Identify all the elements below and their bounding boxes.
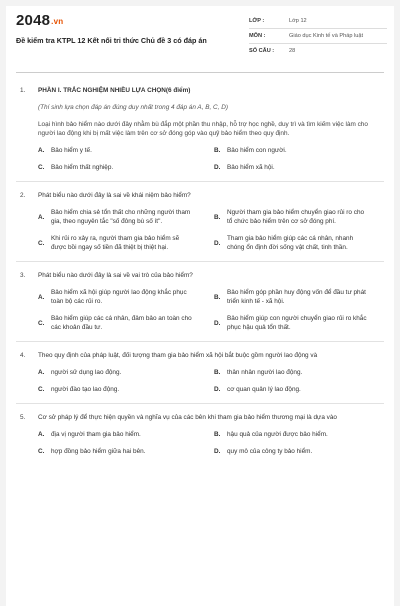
option-letter: A. (38, 431, 45, 438)
question-number: 2. (20, 192, 26, 199)
question-1 (16, 86, 384, 172)
option-a[interactable] (38, 368, 214, 377)
option-letter: C. (38, 239, 45, 247)
option-letter: C. (38, 319, 45, 327)
question-divider (16, 341, 384, 342)
logo-text: 2048 (16, 12, 51, 29)
option-letter: B. (214, 431, 221, 438)
question-number: 5. (20, 414, 26, 421)
option-d[interactable] (214, 447, 374, 456)
meta-value: Lớp 12 (289, 18, 307, 24)
exam-page (6, 6, 394, 606)
option-text: Người tham gia bảo hiểm chuyển giao rủi ro cho tổ chức bảo hiểm trên cơ sở đóng phí. (227, 209, 365, 225)
option-b[interactable] (214, 430, 374, 439)
option-letter: A. (38, 293, 45, 301)
option-letter: C. (38, 386, 45, 393)
option-text: Bảo hiểm y tế. (51, 147, 92, 154)
option-text: thân nhân người lao động. (227, 369, 303, 376)
meta-row-subject (249, 29, 387, 44)
logo-tld: .vn (51, 17, 64, 26)
page-header (6, 6, 394, 68)
question-2 (16, 191, 384, 252)
option-b[interactable] (214, 146, 374, 155)
option-text: Bảo hiểm thất nghiệp. (51, 164, 114, 171)
option-letter: A. (38, 213, 45, 221)
option-text: Bảo hiểm giúp các cá nhân, đảm bảo an toàn cho các khoản đầu tư. (51, 315, 192, 331)
meta-label: LỚP : (249, 18, 265, 24)
answer-options (38, 288, 384, 332)
question-divider (16, 403, 384, 404)
meta-row-count (249, 44, 387, 58)
instruction-note: (Thí sinh lựa chọn đáp án đúng duy nhất trong 4 đáp án A, B, C, D) (38, 104, 228, 111)
meta-row-class (249, 14, 387, 29)
option-c[interactable] (38, 234, 214, 252)
option-text: Khi rủi ro xảy ra, người tham gia bảo hiểm sẽ được bồi ngay số tiền đã thiệt bị thiệt hại. (51, 235, 180, 251)
option-c[interactable] (38, 163, 214, 172)
option-d[interactable] (214, 385, 374, 394)
question-number: 1. (20, 87, 26, 94)
answer-options (38, 146, 384, 172)
option-c[interactable] (38, 447, 214, 456)
option-text: Bảo hiểm xã hội. (227, 164, 275, 171)
option-letter: D. (214, 386, 221, 393)
option-d[interactable] (214, 234, 374, 252)
question-3 (16, 271, 384, 332)
option-b[interactable] (214, 288, 374, 306)
option-text: người đào tạo lao động. (51, 386, 120, 393)
section-title: PHẦN I. TRẮC NGHIỆM NHIỀU LỰA CHỌN(6 điểm) (38, 87, 191, 94)
option-text: Bảo hiểm góp phần huy động vốn để đầu tư phát triển kinh tế - xã hội. (227, 289, 366, 305)
option-letter: D. (214, 319, 221, 327)
option-a[interactable] (38, 430, 214, 439)
question-text: Theo quy định của pháp luật, đối tượng tham gia bảo hiểm xã hội bắt buộc gồm người lao động và (38, 352, 318, 359)
meta-value: 28 (289, 48, 296, 54)
option-text: Tham gia bảo hiểm giúp các cá nhân, nhanh chóng ổn định đời sống vật chất, tinh thần. (227, 235, 354, 251)
option-text: Bảo hiểm con người. (227, 147, 287, 154)
question-text: Phát biểu nào dưới đây là sai về khái niệm bảo hiểm? (38, 192, 191, 199)
option-letter: B. (214, 369, 221, 376)
question-divider (16, 261, 384, 262)
answer-options (38, 430, 384, 456)
option-d[interactable] (214, 314, 374, 332)
option-letter: C. (38, 164, 45, 171)
option-letter: B. (214, 213, 221, 221)
option-letter: B. (214, 147, 221, 154)
document-title: Đề kiểm tra KTPL 12 Kết nối tri thức Chủ đề 3 có đáp án (16, 36, 207, 45)
question-divider (16, 181, 384, 182)
question-text: Phát biểu nào dưới đây là sai về vai trò của bảo hiểm? (38, 272, 193, 279)
option-text: Bảo hiểm chia sẻ tổn thất cho những người tham gia, theo nguyên tắc "số đông bù số ít". (51, 209, 191, 225)
option-text: hậu quả của người được bảo hiểm. (227, 431, 328, 438)
option-letter: A. (38, 147, 45, 154)
option-c[interactable] (38, 385, 214, 394)
question-5 (16, 413, 384, 456)
option-d[interactable] (214, 163, 374, 172)
question-number: 4. (20, 352, 26, 359)
exam-meta (249, 14, 387, 58)
option-a[interactable] (38, 208, 214, 226)
option-letter: B. (214, 293, 221, 301)
option-letter: D. (214, 239, 221, 247)
meta-value: Giáo dục Kinh tế và Pháp luật (289, 33, 364, 39)
header-divider (16, 72, 384, 73)
option-c[interactable] (38, 314, 214, 332)
meta-label: SỐ CÂU : (249, 48, 275, 54)
answer-options (38, 368, 384, 394)
question-text: Cơ sở pháp lý để thực hiện quyền và nghĩa vụ của các bên khi tham gia bảo hiểm thương mại là dựa vào (38, 414, 337, 421)
option-text: Bảo hiểm xã hội giúp người lao động khắc phục toàn bộ các rủi ro. (51, 289, 187, 305)
option-a[interactable] (38, 146, 214, 155)
option-text: quy mô của công ty bảo hiểm. (227, 448, 313, 455)
option-b[interactable] (214, 368, 374, 377)
option-text: người sử dụng lao động. (51, 369, 122, 376)
option-letter: A. (38, 369, 45, 376)
option-letter: C. (38, 448, 45, 455)
question-list (6, 78, 394, 456)
answer-options (38, 208, 384, 252)
question-4 (16, 351, 384, 394)
option-text: cơ quan quản lý lao động. (227, 386, 301, 393)
option-b[interactable] (214, 208, 374, 226)
option-letter: D. (214, 448, 221, 455)
question-text: Loại hình bảo hiểm nào dưới đây nhằm bù đắp một phần thu nhập, hỗ trợ học nghề, duy trì và tìm kiếm việc làm cho người lao động khi bị mất việc làm trên cơ sở đóng góp vào quỹ bảo hiểm theo quy định. (38, 121, 368, 137)
site-logo[interactable] (16, 12, 63, 29)
question-number: 3. (20, 272, 26, 279)
meta-label: MÔN : (249, 33, 266, 39)
option-text: Bảo hiểm giúp con người chuyển giao rủi ro khắc phục hậu quả tổn thất. (227, 315, 367, 331)
option-a[interactable] (38, 288, 214, 306)
option-text: hợp đồng bảo hiểm giữa hai bên. (51, 448, 146, 455)
option-text: địa vị người tham gia bảo hiểm. (51, 431, 141, 438)
option-letter: D. (214, 164, 221, 171)
